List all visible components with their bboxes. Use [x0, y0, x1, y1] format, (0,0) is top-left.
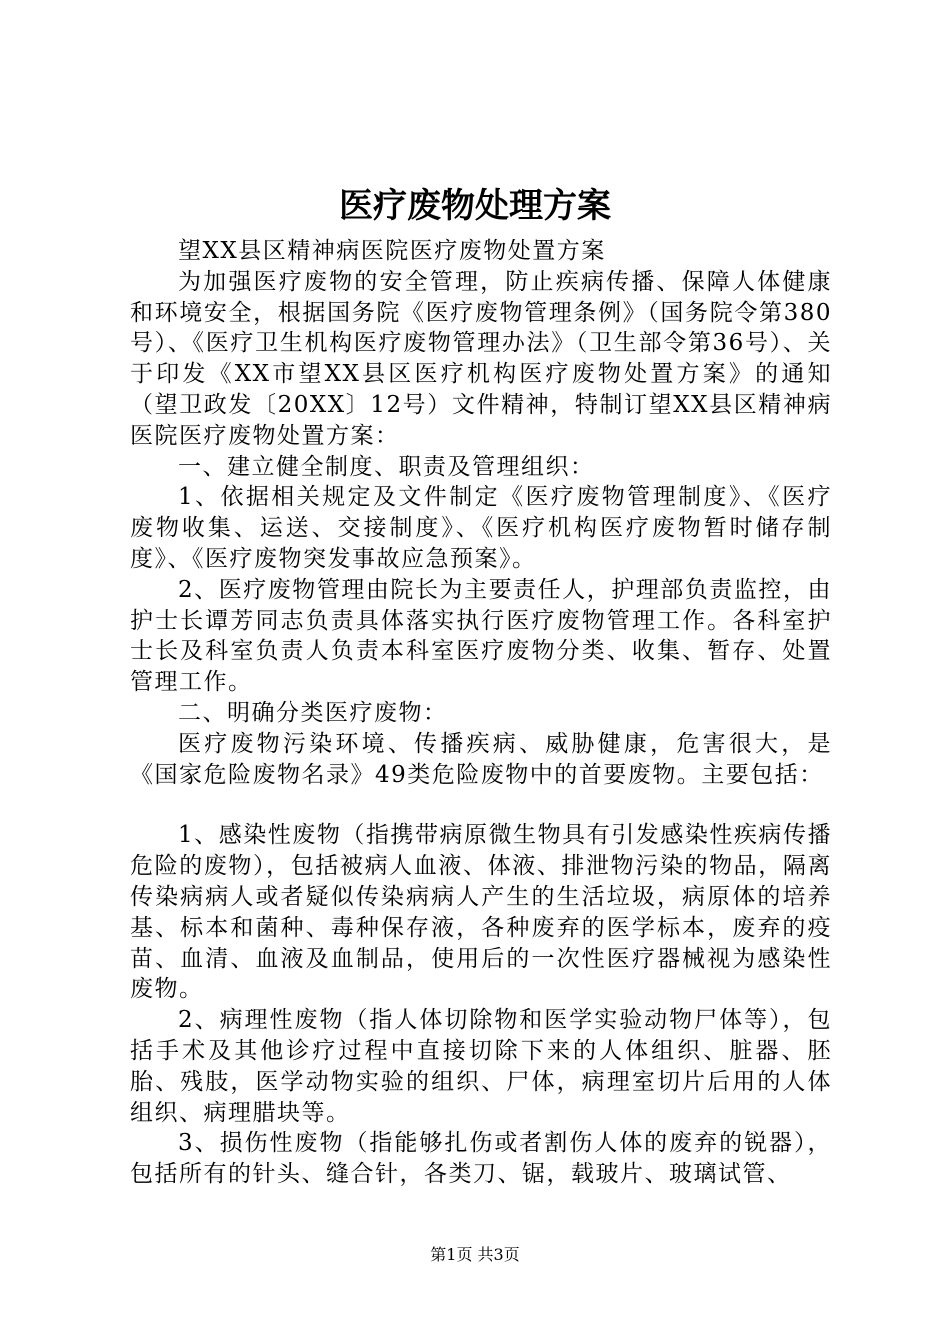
section-heading-2: 二、明确分类医疗废物：	[178, 699, 448, 726]
paragraph-infectious-waste: 1、感染性废物（指携带病原微生物具有引发感染性疾病传播危险的废物），包括被病人血液、体液、排泄物污染的物品，隔离传染病病人或者疑似传染病病人产生的生活垃圾，病原体的培养基、标本和菌种、毒种保存液，各种废弃的医学标本，废弃的疫苗、血清、血液及血制品，使用后的一次性医疗器械视为感染性废物。	[130, 822, 832, 1003]
paragraph-waste-overview: 医疗废物污染环境、传播疾病、威胁健康，危害很大，是《国家危险废物名录》49类危险废物中的首要废物。主要包括：	[130, 730, 832, 788]
paragraph-item-1-2: 2、医疗废物管理由院长为主要责任人，护理部负责监控，由护士长谭芳同志负责具体落实执行医疗废物管理工作。各科室护士长及科室负责人负责本科室医疗废物分类、收集、暂存、处置管理工作。	[130, 576, 832, 696]
paragraph-pathological-waste: 2、病理性废物（指人体切除物和医学实验动物尸体等），包括手术及其他诊疗过程中直接切除下来的人体组织、脏器、胚胎、残肢，医学动物实验的组织、尸体，病理室切片后用的人体组织、病理腊块等。	[130, 1007, 832, 1126]
section-heading-1: 一、建立健全制度、职责及管理组织：	[178, 453, 595, 480]
paragraph-intro: 为加强医疗废物的安全管理，防止疾病传播、保障人体健康和环境安全，根据国务院《医疗废物管理条例》（国务院令第380号）、《医疗卫生机构医疗废物管理办法》（卫生部令第36号）、关于印发《XX市望XX县区医疗机构医疗废物处置方案》的通知（望卫政发〔20XX〕12号）文件精神，特制订望XX县区精神病医院医疗废物处置方案：	[130, 268, 832, 449]
paragraph-subtitle: 望XX县区精神病医院医疗废物处置方案	[178, 238, 606, 264]
document-body	[130, 236, 832, 1190]
paragraph-sharps-waste: 3、损伤性废物（指能够扎伤或者割伤人体的废弃的锐器），包括所有的针头、缝合针，各类刀、锯，载玻片、玻璃试管、	[130, 1130, 832, 1188]
document-title: 医疗废物处理方案	[339, 186, 611, 226]
page-footer: 第1页 共3页	[430, 1245, 520, 1264]
paragraph-item-1-1: 1、依据相关规定及文件制定《医疗废物管理制度》、《医疗废物收集、运送、交接制度》、《医疗机构医疗废物暂时储存制度》、《医疗废物突发事故应急预案》。	[130, 484, 832, 572]
